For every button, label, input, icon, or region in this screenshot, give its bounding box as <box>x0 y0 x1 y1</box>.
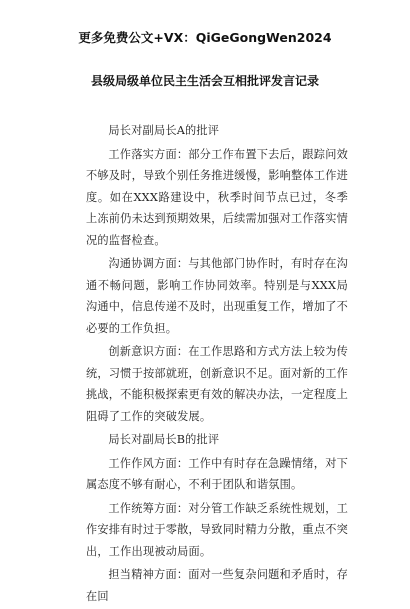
promo-banner: 更多免费公文+VX：QiGeGongWen2024 <box>78 30 332 45</box>
section-heading: 局长对副局长A的批评 <box>108 124 220 137</box>
body-paragraph: 沟通协调方面：与其他部门协作时，有时存在沟通不畅问题，影响工作协同效率。特别是与XXX局沟通中，信息传递不及时，出现重复工作，增加了不必要的工作负担。 <box>86 257 348 335</box>
document-body <box>86 120 348 609</box>
body-paragraph: 担当精神方面：面对一些复杂问题和矛盾时，存在回 <box>86 568 348 603</box>
document-title: 县级局级单位民主生活会互相批评发言记录 <box>90 74 319 88</box>
body-paragraph: 工作统筹方面：对分管工作缺乏系统性规划，工作安排有时过于零散，导致同时精力分散，重点不突出，工作出现被动局面。 <box>86 501 348 558</box>
body-paragraph: 工作落实方面：部分工作布置下去后，跟踪问效不够及时，导致个别任务推进缓慢，影响整体工作进度。如在XXX路建设中，秋季时间节点已过，冬季上冻前仍未达到预期效果，后续需加强对工作落实情况的监督检查。 <box>86 147 348 247</box>
body-paragraph: 创新意识方面：在工作思路和方式方法上较为传统，习惯于按部就班，创新意识不足。面对新的工作挑战，不能积极探索更有效的解决办法，一定程度上阻碍了工作的突破发展。 <box>86 345 348 423</box>
body-paragraph: 工作作风方面：工作中有时存在急躁情绪，对下属态度不够有耐心，不利于团队和谐氛围。 <box>86 456 348 491</box>
section-heading: 局长对副局长B的批评 <box>108 433 220 446</box>
